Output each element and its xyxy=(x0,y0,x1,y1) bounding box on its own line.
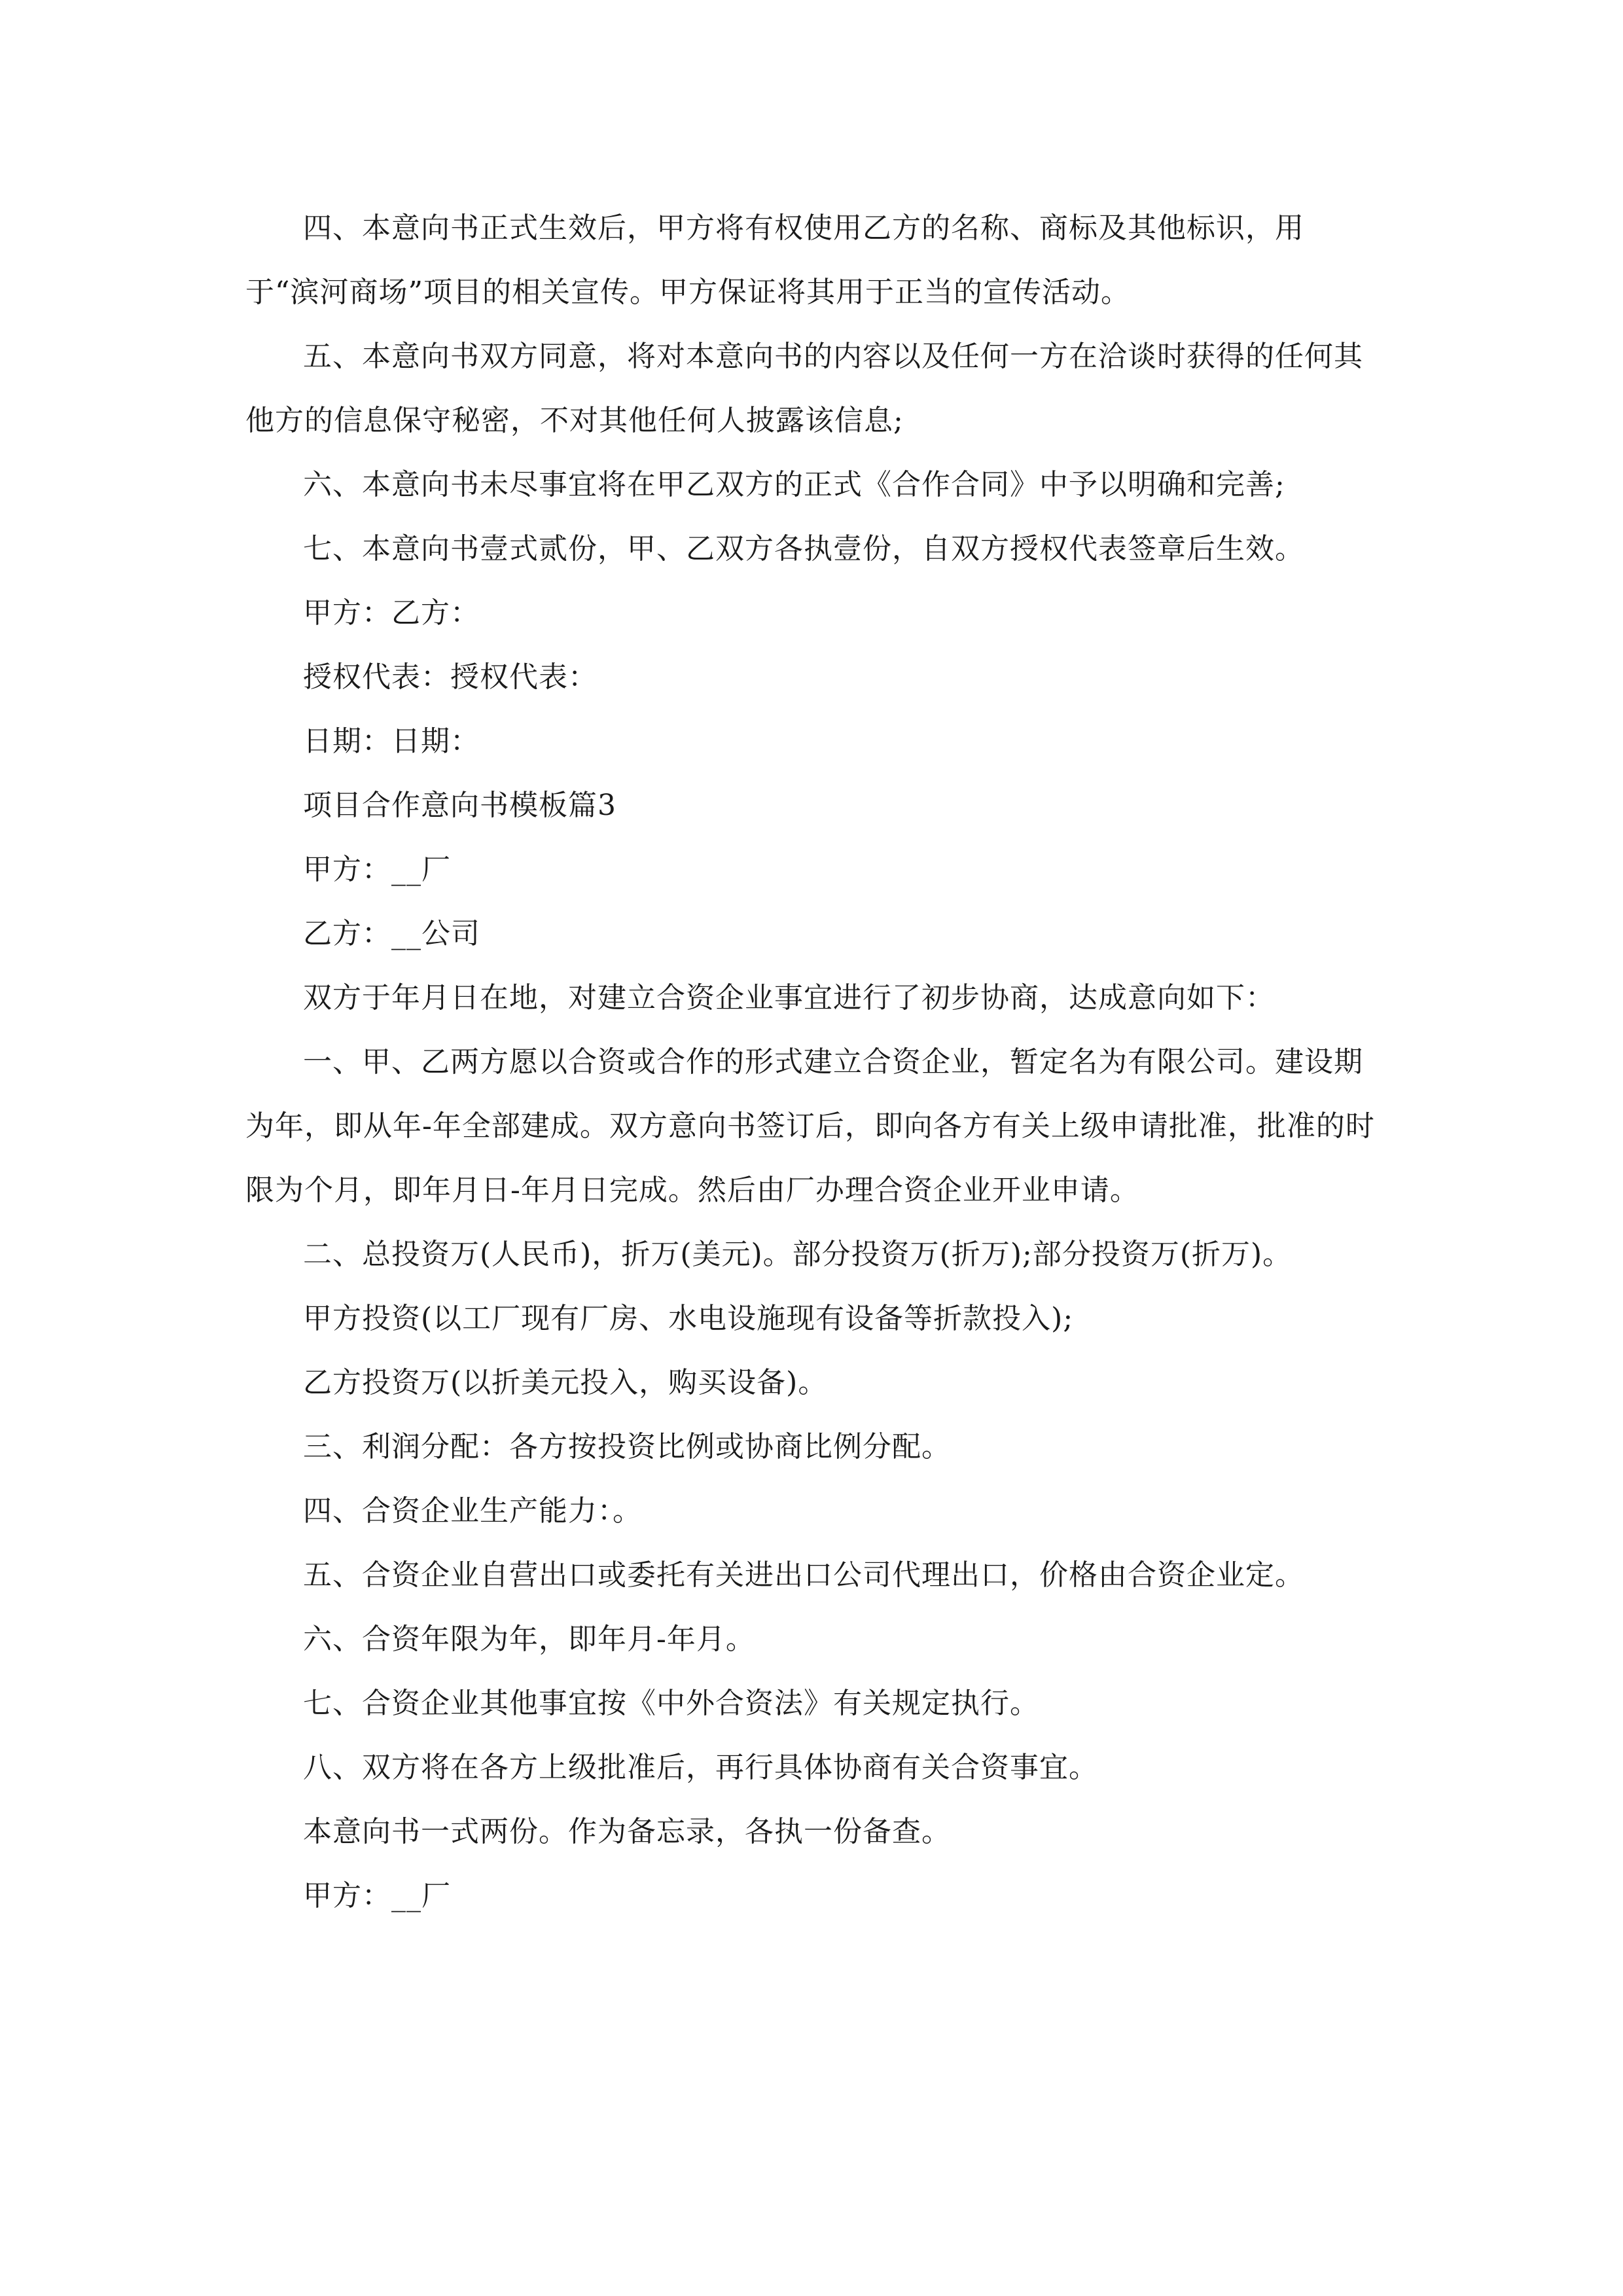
clause-6-paragraph: 六、本意向书未尽事宜将在甲乙双方的正式《合作合同》中予以明确和完善; xyxy=(303,468,1285,501)
clause-7-paragraph: 七、本意向书壹式贰份，甲、乙双方各执壹份，自双方授权代表签章后生效。 xyxy=(303,532,1304,565)
intro-paragraph: 双方于年月日在地，对建立合资企业事宜进行了初步协商，达成意向如下： xyxy=(303,981,1275,1014)
final-party-a-line: 甲方：__厂 xyxy=(303,1879,451,1912)
term-5-paragraph: 五、合资企业自营出口或委托有关进出口公司代理出口，价格由合资企业定。 xyxy=(303,1558,1304,1592)
term-4-paragraph: 四、合资企业生产能力：。 xyxy=(303,1494,642,1528)
representative-line: 授权代表：授权代表： xyxy=(303,660,597,694)
clause-4-paragraph: 四、本意向书正式生效后，甲方将有权使用乙方的名称、商标及其他标识，用于“滨河商场”项目的相关宣传。甲方保证将其用于正当的宣传活动。 xyxy=(245,211,1304,309)
term-6-paragraph: 六、合资年限为年，即年月-年月。 xyxy=(303,1623,755,1656)
party-b-investment-line: 乙方投资万(以折美元投入，购买设备)。 xyxy=(303,1366,828,1399)
document-body xyxy=(245,196,1378,1928)
party-a-line: 甲方：__厂 xyxy=(303,853,451,886)
term-1-paragraph: 一、甲、乙两方愿以合资或合作的形式建立合资企业，暂定名为有限公司。建设期为年，即从年-年全部建成。双方意向书签订后，即向各方有关上级申请批准，批准的时限为个月，即年月日-年月日完成。然后由厂办理合资企业开业申请。 xyxy=(245,1045,1375,1207)
term-7-paragraph: 七、合资企业其他事宜按《中外合资法》有关规定执行。 xyxy=(303,1687,1039,1720)
term-3-paragraph: 三、利润分配：各方按投资比例或协商比例分配。 xyxy=(303,1430,951,1463)
party-b-line: 乙方：__公司 xyxy=(303,917,480,950)
term-8-paragraph: 八、双方将在各方上级批准后，再行具体协商有关合资事宜。 xyxy=(303,1751,1098,1784)
date-line: 日期：日期： xyxy=(303,725,480,758)
section-title: 项目合作意向书模板篇3 xyxy=(303,789,616,822)
party-a-investment-line: 甲方投资(以工厂现有厂房、水电设施现有设备等折款投入); xyxy=(303,1302,1074,1335)
clause-5-paragraph: 五、本意向书双方同意，将对本意向书的内容以及任何一方在洽谈时获得的任何其他方的信息保守秘密，不对其他任何人披露该信息; xyxy=(245,340,1363,437)
copies-paragraph: 本意向书一式两份。作为备忘录，各执一份备查。 xyxy=(303,1815,951,1848)
term-2-paragraph: 二、总投资万(人民币)，折万(美元)。部分投资万(折万);部分投资万(折万)。 xyxy=(303,1238,1293,1271)
party-line: 甲方：乙方： xyxy=(303,596,480,630)
